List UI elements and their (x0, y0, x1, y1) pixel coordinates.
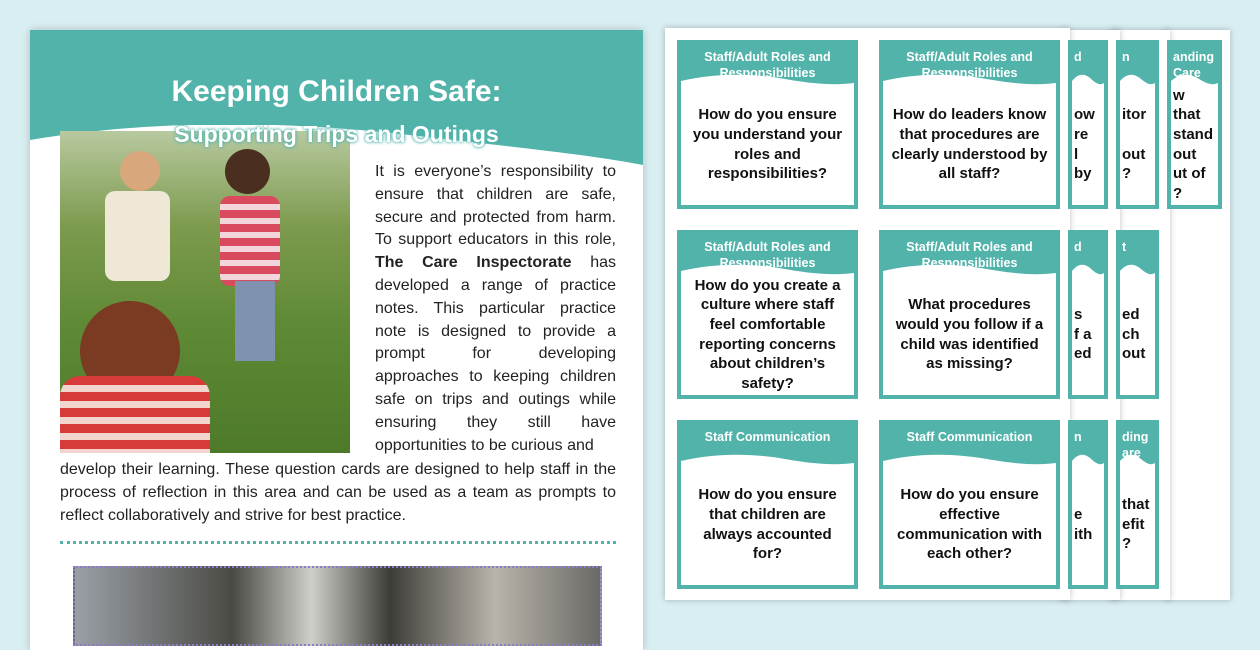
intro-paragraph (375, 161, 616, 457)
card-category: Staff/Adult Roles and Responsibilities (906, 50, 1033, 80)
partial-question-card (1116, 40, 1159, 209)
partial-question-card (1116, 230, 1159, 399)
card-category: ding are (1122, 430, 1149, 460)
card-category: Staff/Adult Roles and Responsibilities (704, 50, 831, 80)
card-category: Staff Communication (704, 430, 831, 444)
card-category: Staff/Adult Roles and Responsibilities (906, 240, 1033, 270)
document-subtitle: Supporting Trips and Outings (174, 121, 499, 147)
document-title: Keeping Children Safe: (171, 75, 502, 108)
card-question: How do leaders know that procedures are clearly understood by all staff? (891, 106, 1048, 183)
partial-question-card (1167, 40, 1222, 209)
card-question: How do you ensure that children are always accounted for? (698, 486, 837, 563)
second-photo (73, 566, 602, 646)
intro-text: It is everyone’s responsibility to ensure that children are safe, secure and protected from harm. To support educators in this role, (375, 163, 616, 249)
intro-paragraph-continued: develop their learning. These question cards are designed to help staff in the process of reflection in this area and can be used as a team as prompts to reflect collaboratively and strive for best practice. (60, 461, 616, 524)
partial-question-card (1068, 420, 1108, 589)
card-question: How do you create a culture where staff feel comfortable reporting concerns about children’s safety? (694, 276, 841, 392)
card-question: s f a ed (1074, 306, 1092, 363)
care-inspectorate-name: The Care Inspectorate (375, 254, 572, 272)
dotted-divider (60, 541, 616, 544)
question-card (879, 420, 1060, 589)
question-card (677, 420, 858, 589)
partial-question-card (1068, 230, 1108, 399)
card-category: t (1122, 240, 1127, 254)
card-question: itor out ? (1122, 106, 1147, 183)
card-category: Staff Communication (906, 430, 1033, 444)
question-card (677, 40, 858, 209)
card-category: d (1074, 240, 1082, 254)
card-question: ed ch out (1122, 306, 1146, 363)
card-question: What procedures would you follow if a child was identified as missing? (895, 296, 1044, 373)
card-question: that efit ? (1122, 496, 1150, 553)
card-category: Staff/Adult Roles and Responsibilities (704, 240, 831, 270)
partial-question-card (1116, 420, 1159, 589)
card-question: How do you ensure you understand your roles and responsibilities? (692, 106, 843, 183)
children-playing-photo (60, 131, 350, 453)
card-category: anding Care (1173, 50, 1214, 80)
question-card (677, 230, 858, 399)
card-question: How do you ensure effective communication with each other? (896, 486, 1042, 563)
card-question: w that stand out ut of ? (1173, 86, 1214, 202)
card-question: ow re l by (1074, 106, 1095, 183)
card-category: n (1074, 430, 1082, 444)
document-page (30, 30, 643, 650)
question-card (879, 40, 1060, 209)
question-card (879, 230, 1060, 399)
card-category: n (1122, 50, 1130, 64)
card-question: e ith (1074, 505, 1093, 543)
intro-text-cont: has developed a range of practice notes. This particular practice note is designed to provide a prompt for developing approaches to keeping children safe on trips and outings while ensuring they still have opportunities to be curious and (375, 254, 616, 454)
partial-question-card (1068, 40, 1108, 209)
card-category: d (1074, 50, 1082, 64)
